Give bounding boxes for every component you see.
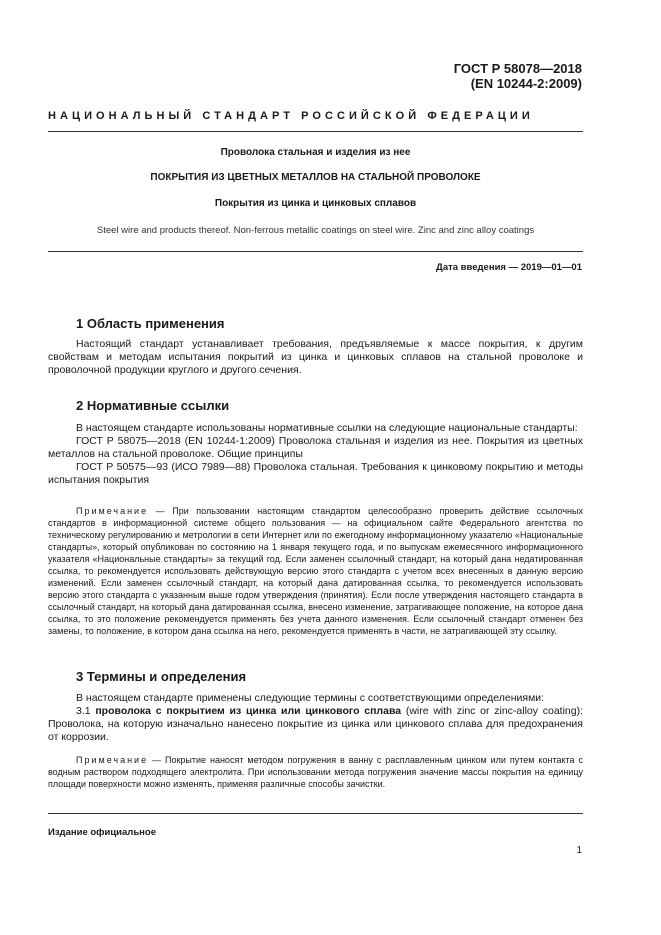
title-line-3: Покрытия из цинка и цинковых сплавов — [214, 198, 417, 209]
section-1-body — [48, 338, 583, 377]
term-number: 3.1 — [76, 705, 96, 717]
title-line-2: ПОКРЫТИЯ ИЗ ЦВЕТНЫХ МЕТАЛЛОВ НА СТАЛЬНОЙ ПРОВОЛОКЕ — [150, 172, 481, 183]
title-line-1: Проволока стальная и изделия из нее — [220, 147, 411, 158]
section-3-heading: 3 Термины и определения — [76, 669, 247, 684]
term-definition: (wire with zinc or zinc-alloy coating): Проволока, на которую изначально нанесено покрытие из цинка или цинкового сплава для предохранения от коррозии. — [48, 705, 584, 743]
note-label: Примечание — [76, 506, 149, 516]
section-2-heading: 2 Нормативные ссылки — [76, 398, 230, 413]
national-standard-banner: НАЦИОНАЛЬНЫЙ СТАНДАРТ РОССИЙСКОЙ ФЕДЕРАЦИИ — [48, 110, 534, 122]
page-number: 1 — [576, 845, 582, 856]
note-label: Примечание — [76, 755, 149, 765]
footer-divider — [48, 813, 583, 814]
section-2-body — [48, 422, 583, 487]
section-2-text: В настоящем стандарте использованы нормативные ссылки на следующие национальные стандарты: — [76, 422, 578, 434]
reference-1: ГОСТ Р 58075—2018 (EN 10244-1:2009) Проволока стальная и изделия из нее. Покрытия из цветных металлов на стальной проволоке. Общие принципы — [48, 435, 583, 460]
section-3-note — [48, 754, 583, 790]
designation-line-2: (EN 10244-2:2009) — [470, 76, 582, 91]
note-text: — При пользовании настоящим стандартом целесообразно проверить действие ссылочных стандартов в информационной системе общего пользования — на официальном сайте Федерального агентства по техническому регулированию и метрологии в сети Интернет или по ежегодному информационному указателю «Национальные стандарты», который опубликован по состоянию на 1 января текущего года, и по выпускам ежемесячного информационного указателя «Национальные стандарты» за текущий год. Если заменен ссылочный стандарт, на который дана недатированная ссылка, то рекомендуется использовать действующую версию этого стандарта с учетом всех внесенных в данную версию изменений. Если заменен ссылочный стандарт, на который дана датированная ссылка, то рекомендуется использовать версию этого стандарта с указанным выше годом утверждения (принятия). Если после утверждения настоящего стандарта в ссылочный стандарт, на который дана датированная ссылка, внесено изменение, затрагивающее положение, на которое дана ссылка, то это положение рекомендуется применять без учета данного изменения. Если ссылочный стандарт отменен без замены, то положение, в котором дана ссылка на него, рекомендуется применять в части, не затрагивающей эту ссылку. — [48, 506, 583, 636]
banner-divider — [48, 131, 583, 132]
title-divider — [48, 251, 583, 252]
note-text: — Покрытие наносят методом погружения в ванну с расплавленным цинком или путем контакта с водным раствором подходящего электролита. При использовании метода погружения значение массы покрытия на единицу площади поверхности можно изменять, применяя различные способы зачистки. — [48, 755, 583, 789]
section-1-text: Настоящий стандарт устанавливает требования, предъявляемые к массе покрытия, к другим свойствам и методам испытания покрытий из цинка и цинковых сплавов на стальной проволоке и проволочной продукции круглого и другого сечения. — [48, 338, 583, 376]
section-1-heading: 1 Область применения — [76, 316, 225, 331]
document-designation — [454, 61, 582, 91]
term-name: проволока с покрытием из цинка или цинкового сплава — [95, 705, 402, 717]
section-2-note — [48, 505, 583, 637]
official-edition-label: Издание официальное — [48, 827, 156, 838]
reference-2: ГОСТ Р 50575—93 (ИСО 7989—88) Проволока стальная. Требования к цинковому покрытию и методы испытания покрытия — [48, 461, 583, 486]
designation-line-1: ГОСТ Р 58078—2018 — [453, 61, 582, 76]
section-3-text: В настоящем стандарте применены следующие термины с соответствующими определениями: — [76, 692, 545, 704]
section-3-body — [48, 692, 583, 744]
term-3-1 — [48, 705, 583, 744]
english-title: Steel wire and products thereof. Non-ferrous metallic coatings on steel wire. Zinc and zinc alloy coatings — [96, 225, 535, 236]
introduction-date: Дата введения — 2019—01—01 — [436, 262, 582, 273]
